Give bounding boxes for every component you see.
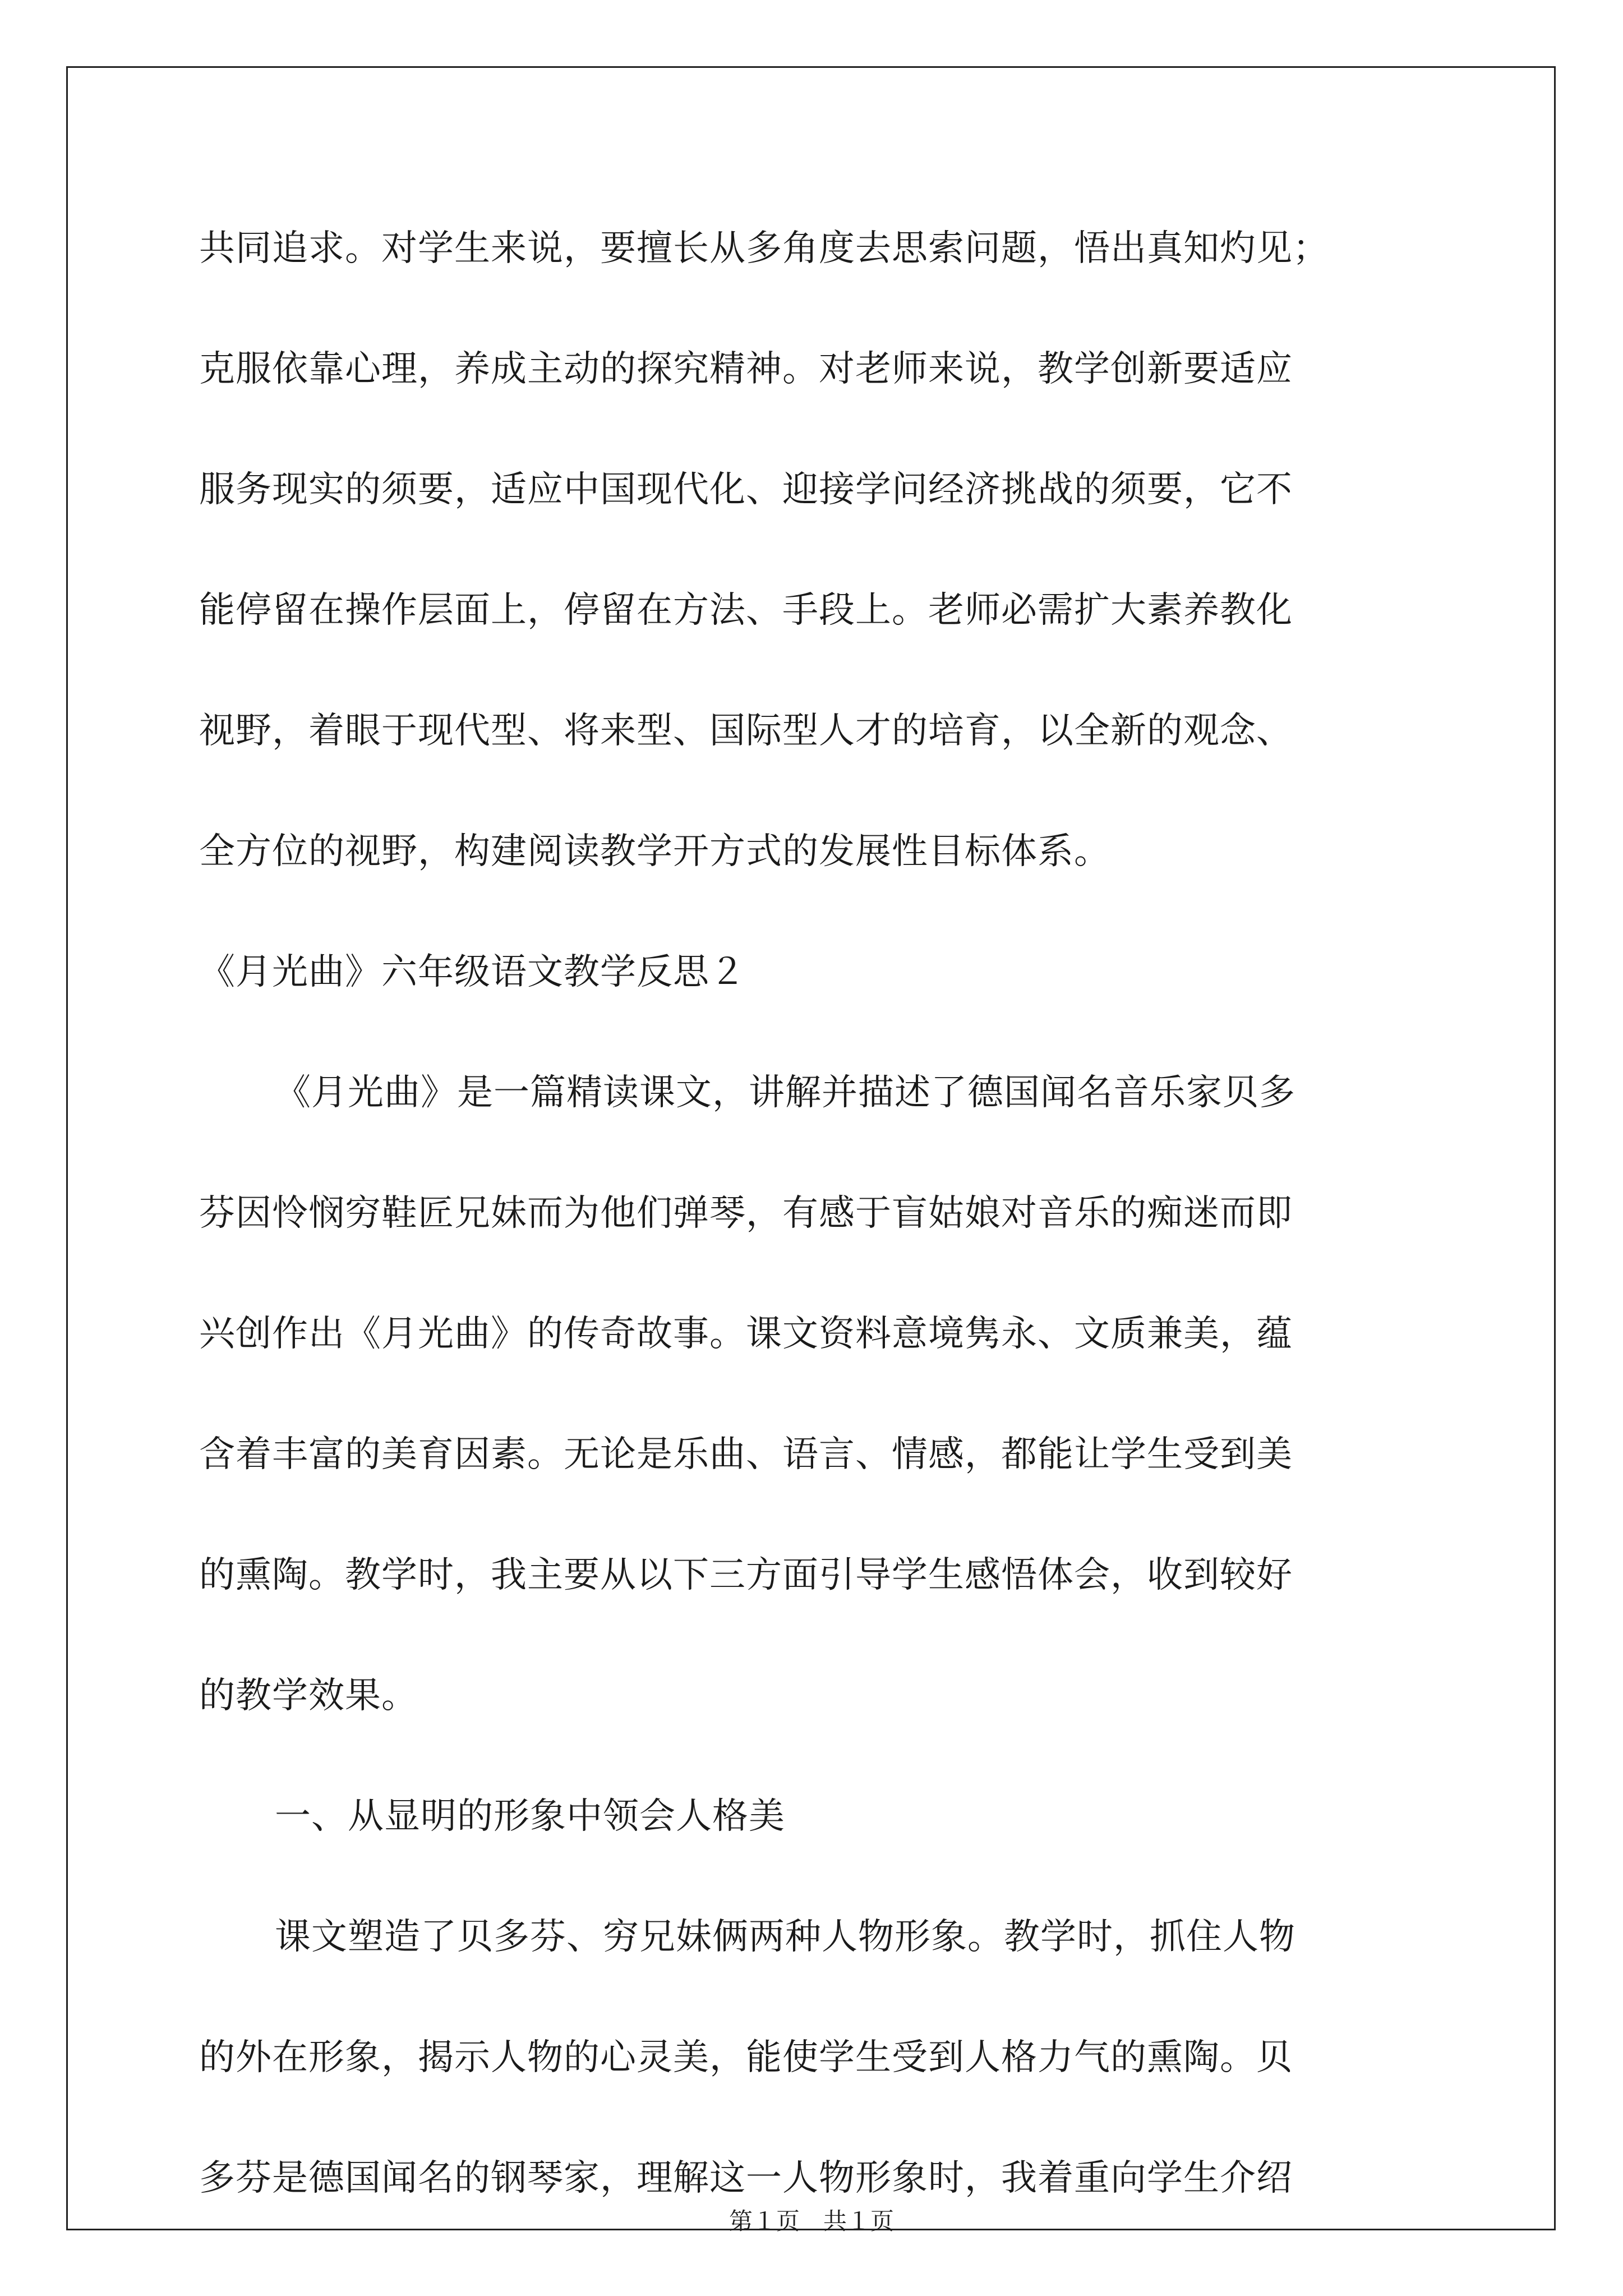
paragraph-line-1: 共同追求。对学生来说，要擅长从多角度去思索问题，悟出真知灼见；: [199, 228, 1329, 269]
paragraph-line-15: 课文塑造了贝多芬、穷兄妹俩两种人物形象。教学时，抓住人物: [275, 1916, 1295, 1958]
subsection-heading: 一、从显明的形象中领会人格美: [275, 1796, 785, 1837]
section-title: 《月光曲》六年级语文教学反思２: [199, 951, 746, 993]
paragraph-line-6: 全方位的视野，构建阅读教学开方式的发展性目标体系。: [199, 831, 1110, 872]
paragraph-line-10: 兴创作出《月光曲》的传奇故事。课文资料意境隽永、文质兼美，蕴: [199, 1313, 1293, 1355]
paragraph-line-3: 服务现实的须要，适应中国现代化、迎接学问经济挑战的须要，它不: [199, 469, 1293, 510]
paragraph-line-12: 的熏陶。教学时，我主要从以下三方面引导学生感悟体会，收到较好: [199, 1554, 1293, 1596]
paragraph-line-11: 含着丰富的美育因素。无论是乐曲、语言、情感，都能让学生受到美: [199, 1434, 1293, 1475]
paragraph-line-13: 的教学效果。: [199, 1675, 418, 1717]
paragraph-line-4: 能停留在操作层面上，停留在方法、手段上。老师必需扩大素养教化: [199, 590, 1293, 631]
paragraph-line-17: 多芬是德国闻名的钢琴家，理解这一人物形象时，我着重向学生介绍: [199, 2157, 1293, 2199]
paragraph-line-9: 芬因怜悯穷鞋匠兄妹而为他们弹琴，有感于盲姑娘对音乐的痴迷而即: [199, 1193, 1293, 1234]
page-footer: 第１页 共１页: [728, 2207, 894, 2235]
paragraph-line-2: 克服依靠心理，养成主动的探究精神。对老师来说，教学创新要适应: [199, 348, 1293, 390]
paragraph-line-5: 视野，着眼于现代型、将来型、国际型人才的培育，以全新的观念、: [199, 710, 1293, 752]
paragraph-line-8: 《月光曲》是一篇精读课文，讲解并描述了德国闻名音乐家贝多: [275, 1072, 1295, 1114]
paragraph-line-16: 的外在形象，揭示人物的心灵美，能使学生受到人格力气的熏陶。贝: [199, 2037, 1293, 2078]
